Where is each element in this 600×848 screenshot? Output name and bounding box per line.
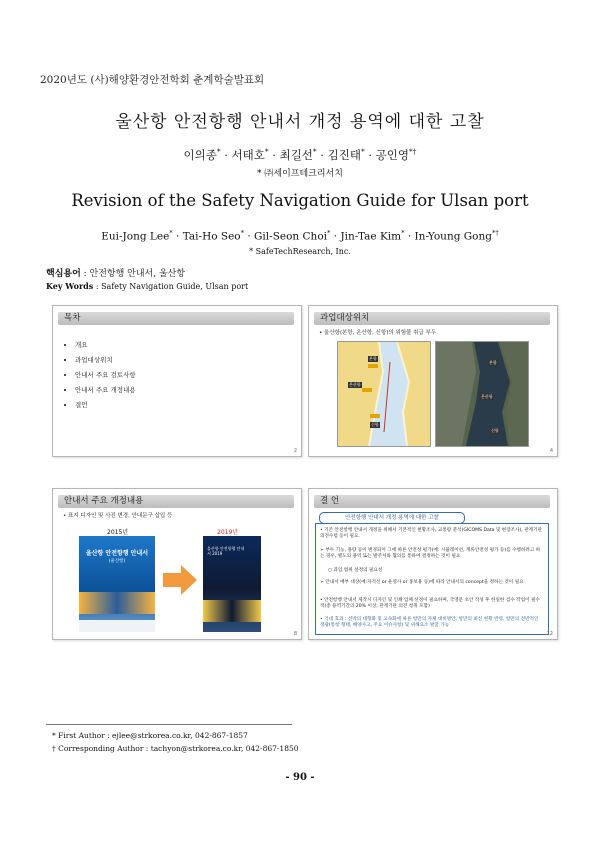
new-cover-image xyxy=(203,536,261,632)
year-old-label: 2015년 xyxy=(107,529,129,536)
toc-item: • 과업대상위치 xyxy=(75,355,136,364)
footnote-first-author: * First Author : ejlee@strkorea.co.kr, 042-867-1857 xyxy=(52,731,248,740)
page-number: - 90 - xyxy=(285,772,315,783)
conclusion-item: ➢ 부두 기능, 용량 등이 변경되어 그에 따른 안전성 평가(예: 시뮬레이션, 계류안전성 평가 등)를 수행하려고 하는 경우, 별도의 용역 또는 발주처와 협의를 통하여 결정하는 것이 필요 xyxy=(320,548,541,560)
map-label: 본항 xyxy=(489,360,497,365)
slide-title: 목차 xyxy=(58,312,294,325)
slide-title: 결 언 xyxy=(314,495,550,508)
map-label: 온산항 xyxy=(349,382,361,387)
toc-item: • 안내서 주요 검토사항 xyxy=(75,370,136,379)
old-cover-title: 울산항 안전항행 안내서 xyxy=(85,550,149,557)
slide-bullet: • 울산항(본항, 온산항, 신항)의 위험물 취급 부두 xyxy=(319,330,437,336)
map-label: 온산항 xyxy=(481,394,493,399)
toc-item: • 개요 xyxy=(75,340,136,349)
slide-title: 과업대상위치 xyxy=(314,312,550,325)
year-new-label: 2019년 xyxy=(217,529,239,536)
conclusion-item: • 안전항행 안내서 제작시 디자인 및 인쇄 업체 선정이 필요하며, 국영문 초안 작성 후 한일한 검수 작업이 필수적(총 용역기간의 20% 이상, 관계기관 의견 청취 포함) xyxy=(320,598,540,610)
footnote-divider xyxy=(46,724,292,725)
korean-title: 울산항 안전항행 안내서 개정 용역에 대한 고찰 xyxy=(115,112,485,132)
old-cover-image xyxy=(79,536,155,632)
slide-page-number: 2 xyxy=(293,448,297,454)
map-label: 본항 xyxy=(369,356,377,361)
conference-header: 2020년도 (사)해양환경안전학회 춘계학술발표회 xyxy=(40,74,265,86)
nautical-chart-drawing xyxy=(338,342,430,446)
old-cover-photo xyxy=(79,592,155,614)
arrow-right-icon xyxy=(163,565,197,595)
conclusion-item: • 기대 효과 : 선박의 대형화 및 고속화에 따른 항만의 자체 대비방안, 항만의 최신 현황 반영, 항만의 전반적인 정광(통항 형태, 해양사고, 주요 이슈사항) 및 위해요소 발굴 가능 xyxy=(320,617,539,629)
new-cover-photo xyxy=(203,600,261,622)
slide-title: 안내서 주요 개정내용 xyxy=(58,495,294,508)
conclusion-subitem: ○ 과업 범위 설정의 필요성 xyxy=(328,568,383,573)
map-label: 신항 xyxy=(371,422,379,427)
conclusion-item: • 기존 안전항행 안내서 개정을 위해서 기본적인 현황조사, 교통량 분석(GICOMS Data 및 현장조사), 관계기관 의견수렴 등이 필요. xyxy=(320,528,542,540)
slide-page-number: 8 xyxy=(293,631,297,637)
toc-list xyxy=(65,340,136,415)
toc-item: • 안내서 주요 개정내용 xyxy=(75,385,136,394)
slide-conclusion xyxy=(308,488,558,640)
conclusion-box xyxy=(315,523,549,635)
keywords-english: Key Words : Safety Navigation Guide, Ulsan port xyxy=(46,281,249,291)
slide-page-number: 4 xyxy=(549,448,553,454)
keywords-korean: 핵심용어 : 안전항행 안내서, 울산항 xyxy=(46,269,186,279)
footnote-corresponding-author: † Corresponding Author : tachyon@strkorea.co.kr, 042-867-1850 xyxy=(52,744,299,753)
satellite-image xyxy=(435,341,529,447)
slide-page-number: 12 xyxy=(546,631,553,637)
map-label: 신항 xyxy=(491,428,499,433)
english-authors: Eui-Jong Lee* · Tai-Ho Seo* · Gil-Seon Choi* · Jin-Tae Kim* · In-Young Gong*† xyxy=(101,229,499,243)
old-cover-subtitle: (울산항) xyxy=(108,559,126,564)
english-title: Revision of the Safety Navigation Guide for Ulsan port xyxy=(71,191,529,210)
old-cover-footer xyxy=(79,620,155,632)
slide-bullet: • 표지 디자인 및 사진 변경, 안내문구 삽입 등 xyxy=(63,513,173,519)
korean-authors: 이의종* · 서태호* · 최길선* · 김진태* · 공인영*† xyxy=(183,147,417,162)
korean-affiliation: * ㈜세이프테크리서치 xyxy=(257,169,343,179)
slide-revision-contents xyxy=(52,488,302,640)
new-cover-title: 울산항 안전항행 안내서 2019 xyxy=(207,546,245,556)
conclusion-subtitle: 안전항행 안내서 개정 용역에 대한 고찰 xyxy=(319,512,465,524)
english-affiliation: * SafeTechResearch, Inc. xyxy=(249,247,351,256)
toc-item: • 결언 xyxy=(75,400,136,409)
conclusion-item: ➢ 안내서 배부 대상(예:자격선 or 운영사 or 홍보용 등)에 따라 안내서의 concept을 정하는 것이 필요 xyxy=(320,580,524,585)
slide-site-location xyxy=(308,305,558,457)
slide-table-of-contents xyxy=(52,305,302,457)
nautical-chart-image xyxy=(337,341,431,447)
